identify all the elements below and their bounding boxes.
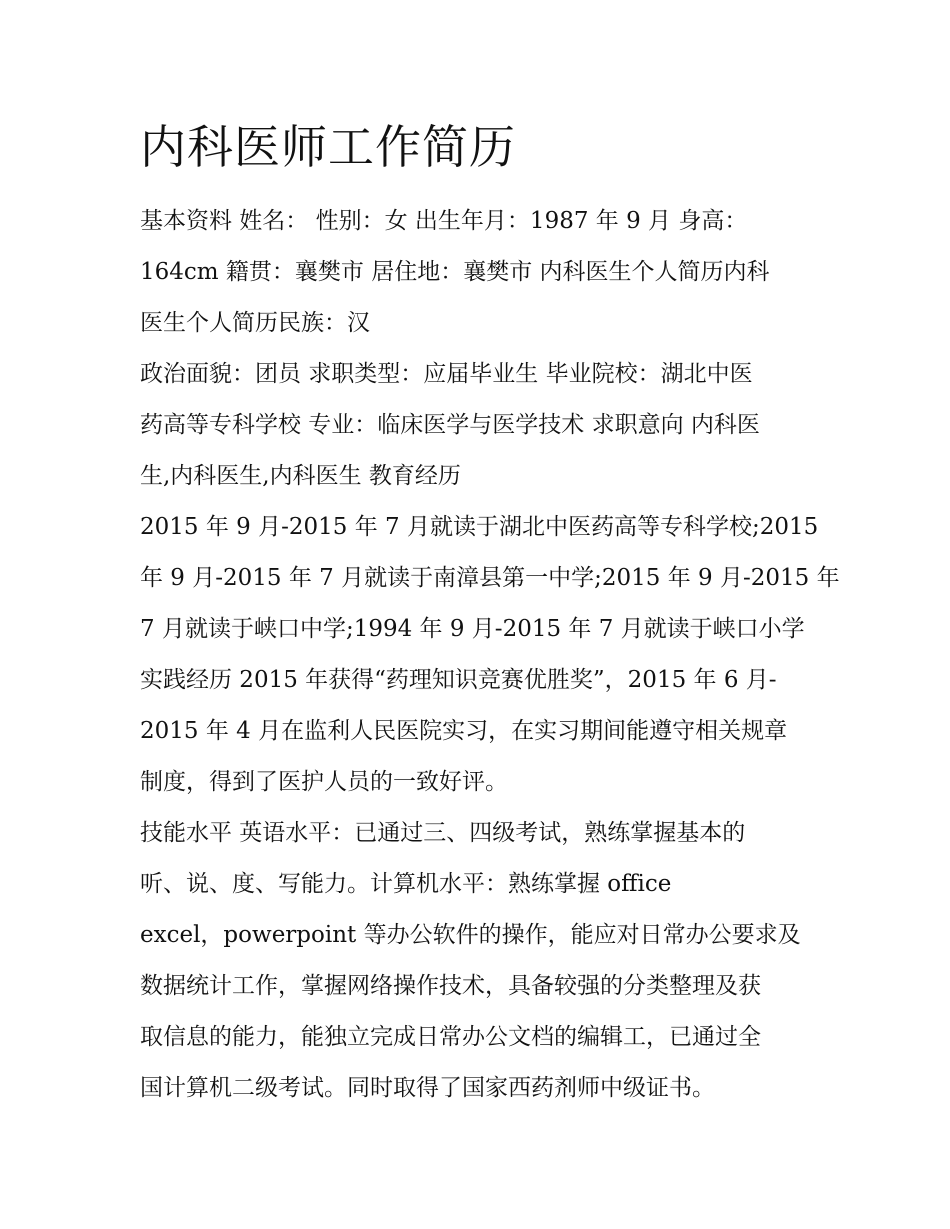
body-line: 医生个人简历民族：汉 (140, 310, 370, 336)
body-line: 实践经历 2015 年获得“药理知识竞赛优胜奖”，2015 年 6 月- (140, 667, 777, 693)
body-line: 年 9 月-2015 年 7 月就读于南漳县第一中学;2015 年 9 月-2015 年 (140, 565, 840, 591)
body-line: 取信息的能力，能独立完成日常办公文档的编辑工，已通过全 (140, 1024, 761, 1050)
body-line: 听、说、度、写能力。计算机水平：熟练掌握 office (140, 871, 672, 897)
body-line: 生,内科医生,内科医生 教育经历 (140, 463, 461, 489)
body-line: 政治面貌：团员 求职类型：应届毕业生 毕业院校：湖北中医 (140, 361, 753, 387)
body-line: excel，powerpoint 等办公软件的操作，能应对日常办公要求及 (140, 922, 801, 948)
body-line: 2015 年 4 月在监利人民医院实习，在实习期间能遵守相关规章 (140, 718, 788, 744)
body-line: 国计算机二级考试。同时取得了国家西药剂师中级证书。 (140, 1075, 715, 1101)
document-title: 内科医师工作简历 (140, 120, 516, 174)
body-line: 7 月就读于峡口中学;1994 年 9 月-2015 年 7 月就读于峡口小学 (140, 616, 805, 642)
body-line: 药高等专科学校 专业：临床医学与医学技术 求职意向 内科医 (140, 412, 760, 438)
body-line: 技能水平 英语水平：已通过三、四级考试，熟练掌握基本的 (140, 820, 746, 846)
body-line: 164cm 籍贯：襄樊市 居住地：襄樊市 内科医生个人简历内科 (140, 259, 770, 285)
body-line: 制度，得到了医护人员的一致好评。 (140, 769, 508, 795)
body-line: 数据统计工作，掌握网络操作技术，具备较强的分类整理及获 (140, 973, 761, 999)
body-line: 基本资料 姓名： 性别：女 出生年月：1987 年 9 月 身高： (140, 208, 748, 234)
body-line: 2015 年 9 月-2015 年 7 月就读于湖北中医药高等专科学校;2015 (140, 514, 819, 540)
